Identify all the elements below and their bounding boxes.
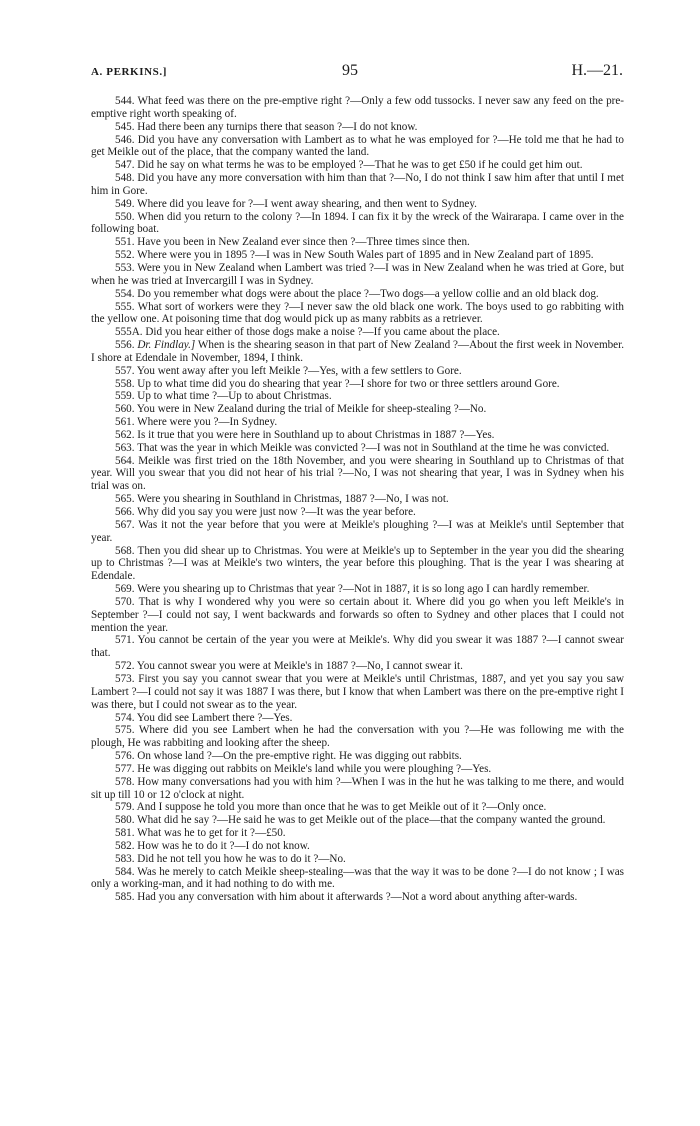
testimony-paragraph: 573. First you say you cannot swear that you were at Meikle's until Christmas, 1887, and yet you say you saw Lambert ?—I could not say it was 1887 I was there, but I know that when Lambert was there on the pre-emptive right I was there, but I could not swear as to the year. xyxy=(91,672,624,711)
testimony-paragraph: 568. Then you did shear up to Christmas. You were at Meikle's up to September in the year you did the shearing up to Christmas ?—I was at Meikle's two winters, the year before this ploughing. That is the year I was shearing at Edendale. xyxy=(91,544,624,583)
paragraph-text: When is the shearing season in that part of New Zealand ?—About the first week in November. I shore at Edendale in November, 1894, I think. xyxy=(91,339,625,364)
testimony-paragraph: 547. Did he say on what terms he was to be employed ?—That he was to get £50 if he could get him out. xyxy=(115,159,583,172)
testimony-paragraph: 558. Up to what time did you do shearing that year ?—I shore for two or three settlers around Gore. xyxy=(115,377,560,390)
testimony-paragraph: 585. Had you any conversation with him about it afterwards ?—Not a word about anything after-wards. xyxy=(115,891,578,904)
testimony-paragraph: 554. Do you remember what dogs were about the place ?—Two dogs—a yellow collie and an old black dog. xyxy=(115,287,599,300)
testimony-paragraph: 582. How was he to do it ?—I do not know. xyxy=(115,839,310,852)
testimony-paragraph: 567. Was it not the year before that you were at Meikle's ploughing ?—I was at Meikle's until September that year. xyxy=(91,518,624,544)
testimony-paragraph: 546. Did you have any conversation with Lambert as to what he was employed for ?—He told me that he had to get Meikle out of the place, that the company wanted the land. xyxy=(91,133,624,159)
testimony-paragraph: 544. What feed was there on the pre-emptive right ?—Only a few odd tussocks. I never saw any feed on the pre-emptive right worth speaking of. xyxy=(91,95,624,120)
testimony-paragraph: 548. Did you have any more conversation with him than that ?—No, I do not think I saw him after that until I met him in Gore. xyxy=(91,172,624,197)
witness-name: A. PERKINS.] xyxy=(91,66,167,78)
testimony-paragraph: 559. Up to what time ?—Up to about Christmas. xyxy=(115,390,332,403)
testimony-paragraph: 569. Were you shearing up to Christmas that year ?—Not in 1887, it is so long ago I can hardly remember. xyxy=(115,583,590,596)
testimony-paragraph: 552. Where were you in 1895 ?—I was in New South Wales part of 1895 and in New Zealand part of 1895. xyxy=(115,249,594,262)
question-number: 556. xyxy=(115,339,138,352)
testimony-paragraph: 549. Where did you leave for ?—I went away shearing, and then went to Sydney. xyxy=(115,197,477,210)
testimony-paragraph: 545. Had there been any turnips there that season ?—I do not know. xyxy=(115,120,418,133)
testimony-paragraph: 578. How many conversations had you with him ?—When I was in the hut he was talking to me there, and would sit up till 10 or 12 o'clock at night. xyxy=(91,775,624,801)
testimony-paragraph: 564. Meikle was first tried on the 18th November, and you were shearing in Southland up to Christmas of that year. Will you swear that you did not hear of his trial ?—No, I was not shearing that year, I was in Sydney when his trial was on. xyxy=(91,454,624,493)
testimony-paragraph: 572. You cannot swear you were at Meikle's in 1887 ?—No, I cannot swear it. xyxy=(115,660,463,673)
testimony-paragraph: 555. What sort of workers were they ?—I never saw the old black one work. The boys used to go rabbiting with the yellow one. At poisoning time that dog would pick up as many rabbits as a retriever. xyxy=(91,300,624,326)
testimony-paragraph: 562. Is it true that you were here in Southland up to about Christmas in 1887 ?—Yes. xyxy=(115,428,495,441)
testimony-paragraph: 570. That is why I wondered why you were so certain about it. Where did you go when you left Meikle's in September ?—I could not say, I went backwards and forwards so often to Sydney and other places that I could not mention the year. xyxy=(91,595,624,634)
testimony-body xyxy=(91,95,624,904)
testimony-paragraph: 579. And I suppose he told you more than once that he was to get Meikle out of it ?—Only once. xyxy=(115,801,547,814)
testimony-paragraph: 577. He was digging out rabbits on Meikle's land while you were ploughing ?—Yes. xyxy=(115,762,492,775)
testimony-paragraph xyxy=(91,339,624,365)
running-header xyxy=(0,62,700,82)
testimony-paragraph: 566. Why did you say you were just now ?—It was the year before. xyxy=(115,506,416,518)
testimony-paragraph: 575. Where did you see Lambert when he had the conversation with you ?—He was following me with the plough, He was rabbiting and looking after the sheep. xyxy=(91,724,624,750)
examiner-name: Dr. Findlay.] xyxy=(137,339,196,352)
testimony-paragraph: 557. You went away after you left Meikle ?—Yes, with a few settlers to Gore. xyxy=(115,364,462,377)
testimony-paragraph: 560. You were in New Zealand during the trial of Meikle for sheep-stealing ?—No. xyxy=(115,403,487,416)
testimony-paragraph: 581. What was he to get for it ?—£50. xyxy=(115,827,286,840)
testimony-paragraph: 563. That was the year in which Meikle was convicted ?—I was not in Southland at the time he was convicted. xyxy=(115,441,610,454)
testimony-paragraph: 584. Was he merely to catch Meikle sheep-stealing—was that the way it was to be done ?—I do not know ; I was only a working-man, and it had nothing to do with me. xyxy=(91,865,624,891)
page-number: 95 xyxy=(342,62,358,79)
testimony-paragraph: 583. Did he not tell you how he was to do it ?—No. xyxy=(115,852,346,865)
testimony-paragraph: 555A. Did you hear either of those dogs make a noise ?—If you came about the place. xyxy=(115,326,500,339)
testimony-paragraph: 561. Where were you ?—In Sydney. xyxy=(115,416,278,429)
testimony-paragraph: 550. When did you return to the colony ?—In 1894. I can fix it by the wreck of the Wairarapa. I came over in the following boat. xyxy=(91,210,624,236)
testimony-paragraph: 551. Have you been in New Zealand ever since then ?—Three times since then. xyxy=(115,236,470,249)
testimony-paragraph: 571. You cannot be certain of the year you were at Meikle's. Why did you swear it was 1887 ?—I cannot swear that. xyxy=(91,634,624,660)
testimony-paragraph: 553. Were you in New Zealand when Lambert was tried ?—I was in New Zealand when he was tried at Gore, but when he was tried at Invercargill I was in Sydney. xyxy=(91,261,624,287)
testimony-paragraph: 576. On whose land ?—On the pre-emptive right. He was digging out rabbits. xyxy=(115,750,462,763)
testimony-paragraph: 565. Were you shearing in Southland in Christmas, 1887 ?—No, I was not. xyxy=(115,493,449,506)
testimony-paragraph: 574. You did see Lambert there ?—Yes. xyxy=(115,711,293,724)
testimony-paragraph: 580. What did he say ?—He said he was to get Meikle out of the place—that the company wanted the ground. xyxy=(115,814,606,827)
document-reference: H.—21. xyxy=(571,62,623,79)
